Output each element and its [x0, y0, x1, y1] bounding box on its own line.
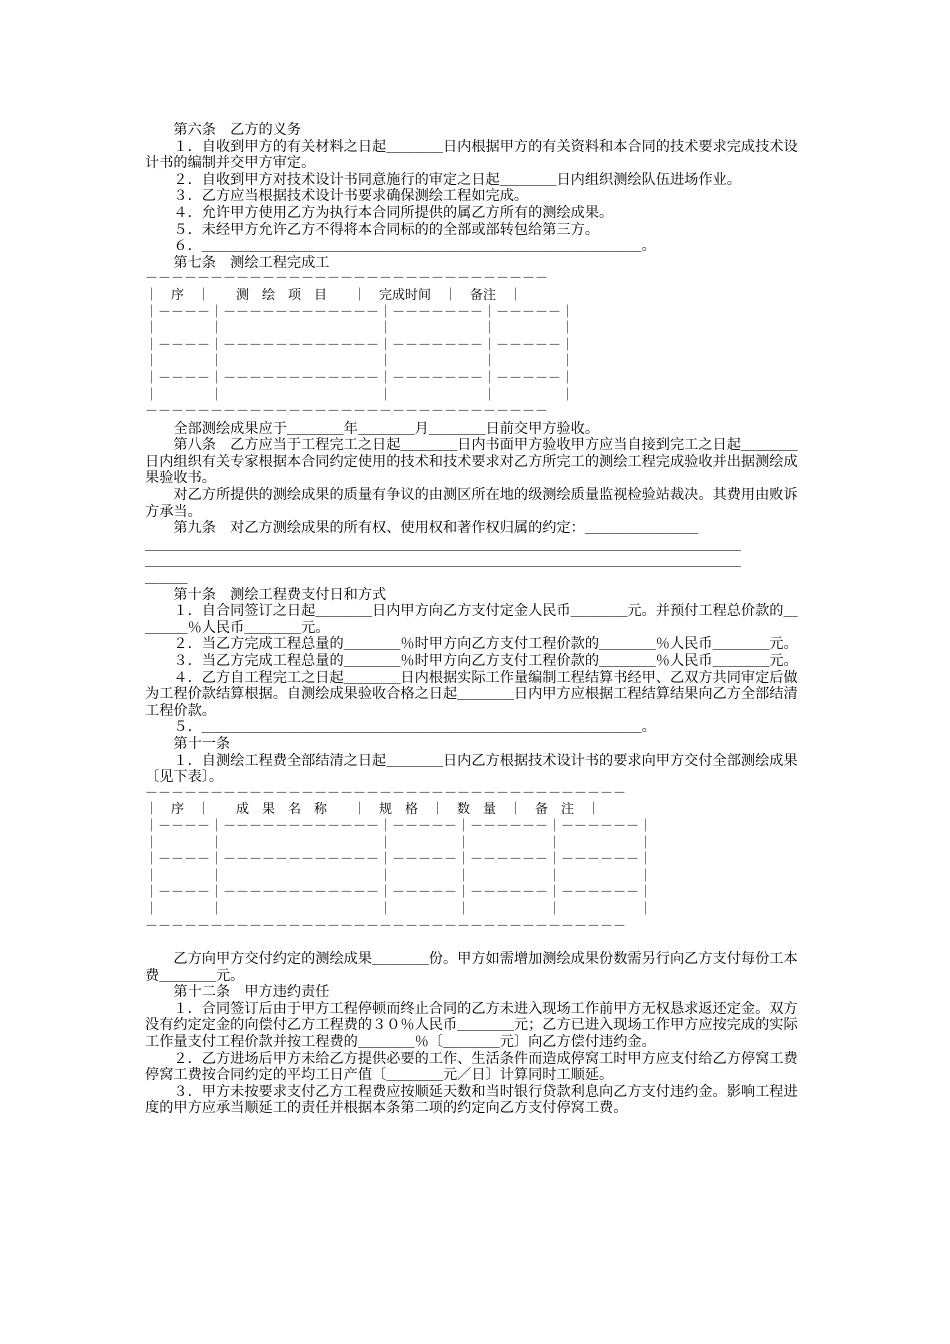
table2-row: ｜－－－－｜－－－－－－－－－－－－｜－－－－－｜－－－－－－｜－－－－－－｜ — [145, 885, 653, 901]
article-6-item-6: ６．＿＿＿＿＿＿＿＿＿＿＿＿＿＿＿＿＿＿＿＿＿＿＿＿＿＿＿＿＿＿＿。 — [145, 238, 656, 255]
table1-row: ｜ ｜ ｜ ｜ ｜ — [145, 321, 575, 337]
table1-row: ｜－－－－｜－－－－－－－－－－－－｜－－－－－－－｜－－－－－｜ — [145, 304, 575, 320]
article-9: 第九条 对乙方测绘成果的所有权、使用权和著作权归属的约定：＿＿＿＿＿＿＿＿ — [145, 520, 699, 537]
article-6-item-1: １．自收到甲方的有关材料之日起＿＿＿＿日内根据甲方的有关资料和本合同的技术要求完成技术设计书的编制并交甲方审定。 — [145, 138, 798, 172]
article-7-title: 第七条 测绘工程完成工 — [145, 254, 330, 271]
table1-row: ｜－－－－｜－－－－－－－－－－－－｜－－－－－－－｜－－－－－｜ — [145, 337, 575, 353]
article-10-item-5: ５．＿＿＿＿＿＿＿＿＿＿＿＿＿＿＿＿＿＿＿＿＿＿＿＿＿＿＿＿＿＿＿。 — [145, 719, 656, 736]
article-12-item-3: ３．甲方未按要求支付乙方工程费应按顺延天数和当时银行贷款利息向乙方支付违约金。影响工程进度的甲方应承当顺延工的责任并根据本条第二项的约定向乙方支付停窝工费。 — [145, 1083, 798, 1117]
contract-page — [145, 122, 810, 1117]
blank-line: ＿＿＿＿＿＿＿＿＿＿＿＿＿＿＿＿＿＿＿＿＿＿＿＿＿＿＿＿＿＿＿＿＿＿＿＿＿＿＿＿＿＿ — [145, 553, 741, 570]
article-12-title: 第十二条 甲方违约责任 — [145, 984, 330, 1001]
article-6-item-4: ４．允许甲方使用乙方为执行本合同所提供的属乙方所有的测绘成果。 — [145, 204, 614, 221]
deliverables-table — [145, 786, 810, 935]
table2-row: ｜ ｜ ｜ ｜ ｜ ｜ — [145, 901, 653, 917]
article-10-item-4: ４．乙方自工程完工之日起＿＿＿＿日内根据实际工作量编制工程结算书经甲、乙双方共同审定后做为工程价款结算根据。自测绘成果验收合格之日起＿＿＿＿日内甲方应根据工程结算结果向乙方全部结清工程价款。 — [145, 669, 798, 719]
table2-row: ｜－－－－｜－－－－－－－－－－－－｜－－－－－｜－－－－－－｜－－－－－－｜ — [145, 852, 653, 868]
delivery-date-line: 全部测绘成果应于＿＿＿＿年＿＿＿＿月＿＿＿＿日前交甲方验收。 — [145, 420, 600, 437]
table1-row: －－－－－－－－－－－－－－－－－－－－－－－－－－－－－－－ — [145, 271, 549, 287]
table2-row: －－－－－－－－－－－－－－－－－－－－－－－－－－－－－－－－－－－－－ — [145, 785, 627, 801]
blank-line-short: ＿＿＿ — [145, 570, 188, 587]
table1-row: ｜ ｜ ｜ ｜ ｜ — [145, 354, 575, 370]
table1-row: ｜ ｜ ｜ ｜ ｜ — [145, 387, 575, 403]
article-11-item-1: １．自测绘工程费全部结清之日起＿＿＿＿日内乙方根据技术设计书的要求向甲方交付全部测绘成果〔见下表〕。 — [145, 752, 798, 786]
article-6-item-2: ２．自收到甲方对技术设计书同意施行的审定之日起＿＿＿＿日内组织测绘队伍进场作业。 — [145, 171, 741, 188]
article-12-item-2: ２．乙方进场后甲方未给乙方提供必要的工作、生活条件而造成停窝工时甲方应支付给乙方停窝工费停窝工费按合同约定的平均工日产值〔＿＿＿＿元／日〕计算同时工顺延。 — [145, 1050, 798, 1084]
article-12-block — [145, 951, 810, 1117]
blank-line: ＿＿＿＿＿＿＿＿＿＿＿＿＿＿＿＿＿＿＿＿＿＿＿＿＿＿＿＿＿＿＿＿＿＿＿＿＿＿＿＿＿＿ — [145, 536, 741, 553]
table2-row: ｜ ｜ ｜ ｜ ｜ ｜ — [145, 835, 653, 851]
article-10-item-1: １．自合同签订之日起＿＿＿＿日内甲方向乙方支付定金人民币＿＿＿＿元。并预付工程总价款的＿＿＿＿％人民币＿＿＿＿元。 — [145, 603, 798, 636]
article-6-block — [145, 122, 810, 271]
article-6-item-5: ５．未经甲方允许乙方不得将本合同标的的全部或部转包给第三方。 — [145, 221, 600, 238]
table1-header: ｜ 序 ｜ 测 绘 项 目 ｜ 完成时间 ｜ 备注 ｜ — [145, 287, 523, 303]
article-10-title: 第十条 测绘工程费支付日和方式 — [145, 586, 387, 603]
article-8: 第八条 乙方应当于工程完工之日起＿＿＿＿日内书面甲方验收甲方应当自接到完工之日起＿＿＿＿日内组织有关专家根据本合同约定使用的技术和技术要求对乙方所完工的测绘工程完成验收并出据测绘成果验收书。 — [145, 437, 798, 487]
article-10-item-3: ３．当乙方完成工程总量的＿＿＿＿％时甲方向乙方支付工程价款的＿＿＿＿％人民币＿＿＿＿元。 — [145, 653, 798, 669]
survey-items-table — [145, 271, 810, 420]
article-6-title: 第六条 乙方的义务 — [145, 122, 302, 138]
article-12-item-1: １．合同签订后由于甲方工程停顿而终止合同的乙方未进入现场工作前甲方无权恳求返还定金。双方没有约定定金的向偿付乙方工程费的３０％人民币＿＿＿＿元；乙方已进入现场工作甲方应按完成的实际工作量支付工程价款并按工程费的＿＿＿＿％〔＿＿＿＿元〕向乙方偿付违约金。 — [145, 1000, 798, 1051]
table1-row: －－－－－－－－－－－－－－－－－－－－－－－－－－－－－－－ — [145, 404, 549, 420]
table2-row: ｜ ｜ ｜ ｜ ｜ ｜ — [145, 868, 653, 884]
table2-row: ｜－－－－｜－－－－－－－－－－－－｜－－－－－｜－－－－－－｜－－－－－－｜ — [145, 818, 653, 834]
dispute-clause: 对乙方所提供的测绘成果的质量有争议的由测区所在地的级测绘质量监视检验站裁决。其费用由败诉方承当。 — [145, 487, 798, 520]
articles-7-11-block — [145, 421, 810, 786]
article-11-title: 第十一条 — [145, 735, 231, 752]
table1-row: ｜－－－－｜－－－－－－－－－－－－｜－－－－－－－｜－－－－－｜ — [145, 370, 575, 386]
table2-header: ｜ 序 ｜ 成 果 名 称 ｜ 规 格 ｜ 数 量 ｜ 备 注 ｜ — [145, 802, 601, 818]
spacer — [145, 935, 810, 951]
copies-clause: 乙方向甲方交付约定的测绘成果＿＿＿＿份。甲方如需增加测绘成果份数需另行向乙方支付每份工本费＿＿＿＿元。 — [145, 951, 798, 984]
table2-row: －－－－－－－－－－－－－－－－－－－－－－－－－－－－－－－－－－－－－ — [145, 918, 627, 934]
article-10-item-2: ２．当乙方完成工程总量的＿＿＿＿％时甲方向乙方支付工程价款的＿＿＿＿％人民币＿＿＿＿元。 — [145, 636, 798, 653]
article-6-item-3: ３．乙方应当根据技术设计书要求确保测绘工程如完成。 — [145, 188, 529, 205]
